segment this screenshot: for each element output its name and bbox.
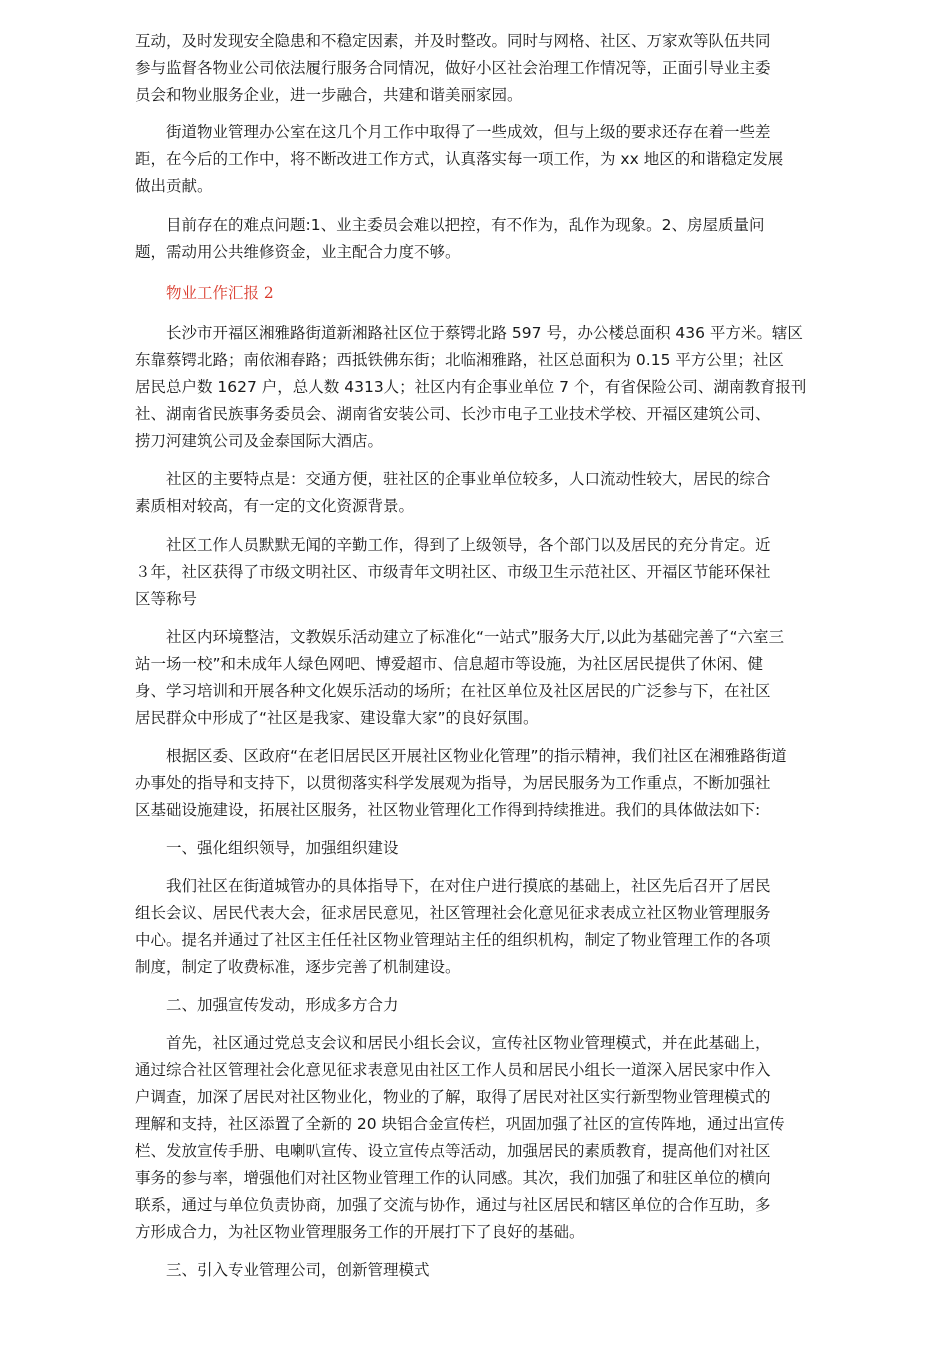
- text-line: 员会和物业服务企业，进一步融合，共建和谐美丽家园。: [135, 86, 523, 104]
- paragraph-8: [135, 743, 825, 824]
- paragraph-10: [135, 873, 825, 981]
- paragraph-7: [135, 624, 825, 732]
- paragraph-5: [135, 466, 825, 520]
- text-line: 联系，通过与单位负责协商，加强了交流与协作，通过与社区居民和辖区单位的合作互助，多: [135, 1196, 771, 1214]
- paragraph-12: [135, 1030, 825, 1246]
- text-line: 区等称号: [135, 590, 198, 608]
- text-line: 理解和支持，社区添置了全新的 20 块铝合金宣传栏，巩固加强了社区的宣传阵地，通过出宣传: [135, 1115, 785, 1133]
- text-line: 题，需动用公共维修资金，业主配合力度不够。: [135, 243, 461, 261]
- text-line: 距，在今后的工作中，将不断改进工作方式，认真落实每一项工作，为 xx 地区的和谐稳定发展: [135, 150, 784, 168]
- text-line: 事务的参与率，增强他们对社区物业管理工作的认同感。其次，我们加强了和驻区单位的横向: [135, 1169, 771, 1187]
- paragraph-1: [135, 28, 825, 109]
- text-line: 办事处的指导和支持下，以贯彻落实科学发展观为指导，为居民服务为工作重点，不断加强社: [135, 774, 771, 792]
- text-line: 我们社区在街道城管办的具体指导下，在对住户进行摸底的基础上，社区先后召开了居民: [135, 877, 771, 895]
- paragraph-11: [135, 992, 825, 1019]
- text-line: 站一场一校”和未成年人绿色网吧、博爱超市、信息超市等设施，为社区居民提供了休闲、健: [135, 655, 764, 673]
- text-line: 东靠蔡锷北路；南依湘春路；西抵铁佛东街；北临湘雅路，社区总面积为 0.15 平方公里；社区: [135, 351, 784, 369]
- subheading-line: 一、强化组织领导，加强组织建设: [135, 839, 399, 857]
- subheading-line: 二、加强宣传发动，形成多方合力: [135, 996, 399, 1014]
- paragraph-2: [135, 119, 825, 200]
- text-line: 首先，社区通过党总支会议和居民小组长会议，宣传社区物业管理模式，并在此基础上，: [135, 1034, 771, 1052]
- paragraph-3: [135, 212, 825, 266]
- text-line: ３年，社区获得了市级文明社区、市级青年文明社区、市级卫生示范社区、开福区节能环保社: [135, 563, 771, 581]
- text-line: 制度，制定了收费标准，逐步完善了机制建设。: [135, 958, 461, 976]
- text-line: 参与监督各物业公司依法履行服务合同情况，做好小区社会治理工作情况等，正面引导业主委: [135, 59, 771, 77]
- text-line: 社区工作人员默默无闻的辛勤工作，得到了上级领导，各个部门以及居民的充分肯定。近: [135, 536, 771, 554]
- text-line: 组长会议、居民代表大会，征求居民意见，社区管理社会化意见征求表成立社区物业管理服务: [135, 904, 771, 922]
- text-line: 居民总户数 1627 户，总人数 4313人；社区内有企事业单位 7 个，有省保险公司、湖南教育报刊: [135, 378, 807, 396]
- text-line: 捞刀河建筑公司及金泰国际大酒店。: [135, 432, 384, 450]
- text-line: 长沙市开福区湘雅路街道新湘路社区位于蔡锷北路 597 号，办公楼总面积 436 平方米。辖区: [135, 324, 803, 342]
- text-line: 栏、发放宣传手册、电喇叭宣传、设立宣传点等活动，加强居民的素质教育，提高他们对社区: [135, 1142, 771, 1160]
- paragraph-13: [135, 1257, 825, 1284]
- text-line: 居民群众中形成了“社区是我家、建设靠大家”的良好氛围。: [135, 709, 539, 727]
- text-line: 中心。提名并通过了社区主任任社区物业管理站主任的组织机构，制定了物业管理工作的各项: [135, 931, 771, 949]
- text-line: 户调查，加深了居民对社区物业化，物业的了解，取得了居民对社区实行新型物业管理模式的: [135, 1088, 771, 1106]
- text-line: 互动，及时发现安全隐患和不稳定因素，并及时整改。同时与网格、社区、万家欢等队伍共同: [135, 32, 771, 50]
- text-line: 街道物业管理办公室在这几个月工作中取得了一些成效，但与上级的要求还存在着一些差: [135, 123, 771, 141]
- text-line: 社、湖南省民族事务委员会、湖南省安装公司、长沙市电子工业技术学校、开福区建筑公司、: [135, 405, 771, 423]
- text-line: 区基础设施建设，拓展社区服务，社区物业管理化工作得到持续推进。我们的具体做法如下:: [135, 801, 761, 819]
- paragraph-9: [135, 835, 825, 862]
- text-line: 身、学习培训和开展各种文化娱乐活动的场所；在社区单位及社区居民的广泛参与下，在社区: [135, 682, 771, 700]
- text-line: 根据区委、区政府“在老旧居民区开展社区物业化管理”的指示精神，我们社区在湘雅路街道: [135, 747, 787, 765]
- section-heading: 物业工作汇报 2: [166, 284, 274, 302]
- paragraph-6: [135, 532, 825, 613]
- text-line: 社区内环境整洁，文教娱乐活动建立了标准化“一站式”服务大厅,以此为基础完善了“六室三: [135, 628, 785, 646]
- text-line: 素质相对较高，有一定的文化资源背景。: [135, 497, 415, 515]
- text-line: 做出贡献。: [135, 177, 213, 195]
- text-line: 社区的主要特点是：交通方便，驻社区的企事业单位较多，人口流动性较大，居民的综合: [135, 470, 771, 488]
- subheading-line: 三、引入专业管理公司，创新管理模式: [135, 1261, 430, 1279]
- paragraph-4: [135, 320, 825, 455]
- text-line: 通过综合社区管理社会化意见征求表意见由社区工作人员和居民小组长一道深入居民家中作入: [135, 1061, 771, 1079]
- text-line: 方形成合力，为社区物业管理服务工作的开展打下了良好的基础。: [135, 1223, 585, 1241]
- text-line: 目前存在的难点问题:1、业主委员会难以把控，有不作为，乱作为现象。2、房屋质量问: [135, 216, 765, 234]
